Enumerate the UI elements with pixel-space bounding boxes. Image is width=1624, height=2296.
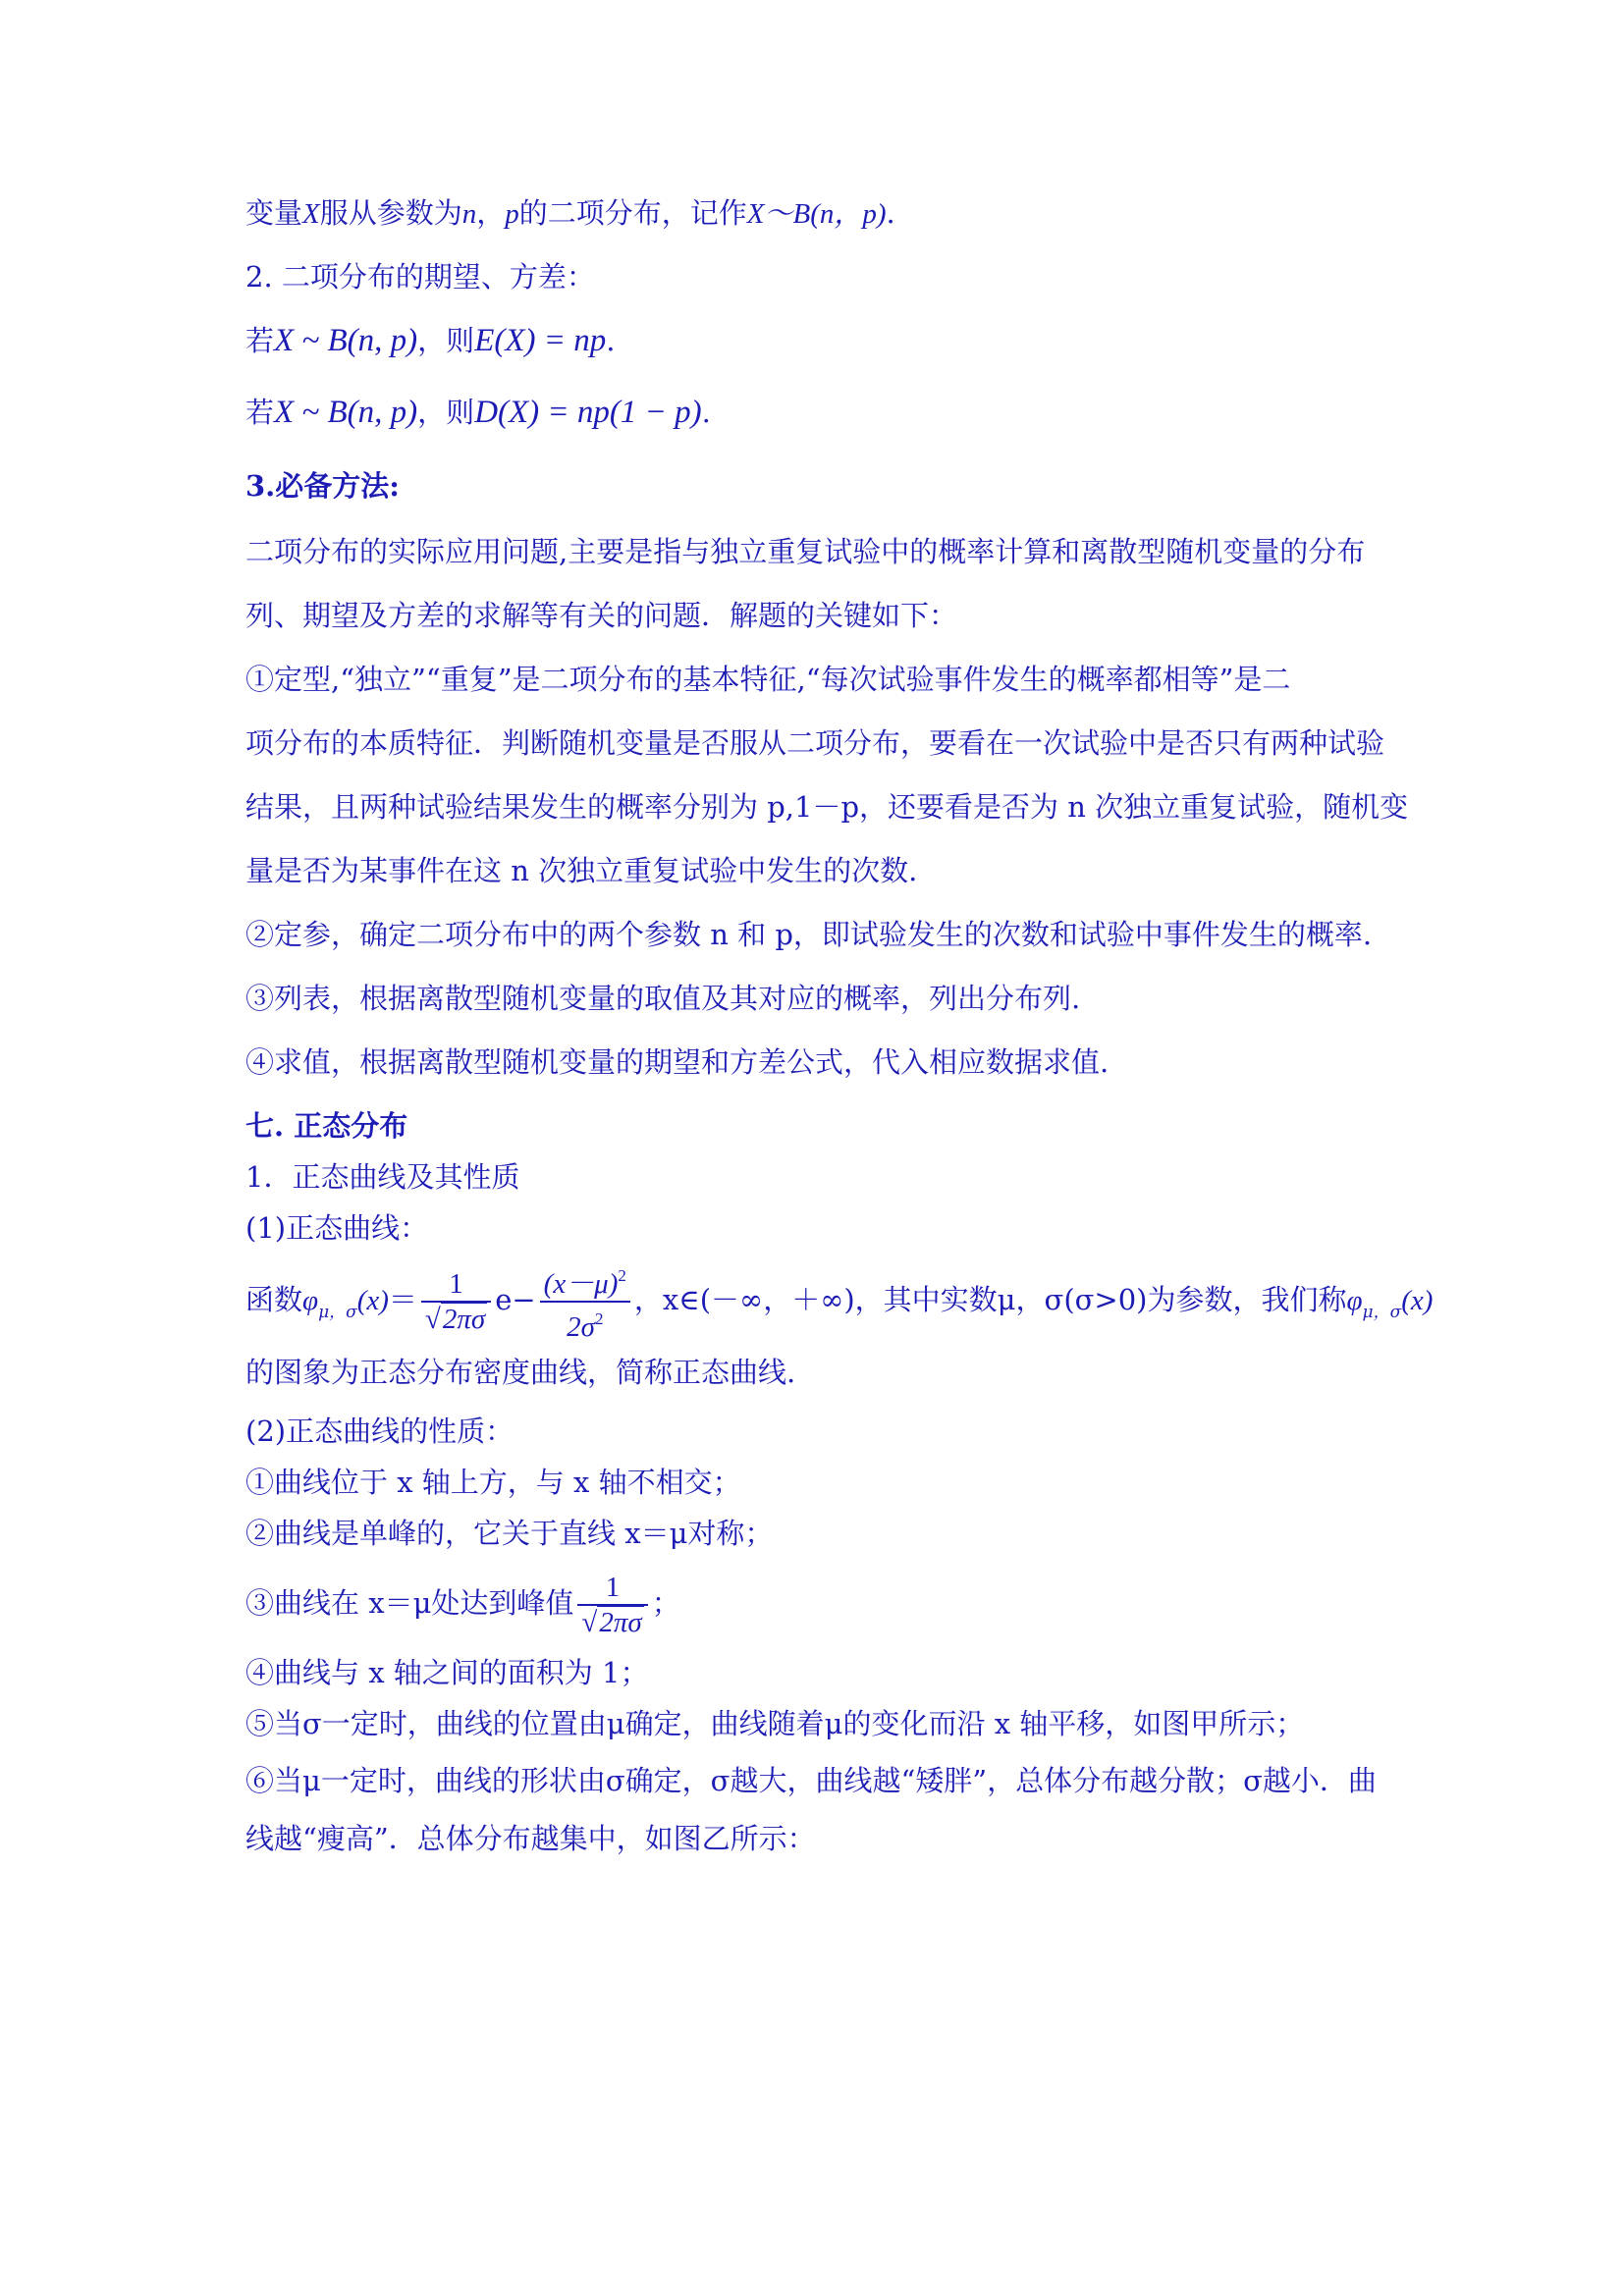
text: 若 [245, 396, 275, 429]
text: . [701, 396, 711, 429]
curve-title: (1)正态曲线： [245, 1211, 429, 1245]
peak-fraction [577, 1571, 647, 1639]
property-6: 线越“瘦高”．总体分布越集中，如图乙所示： [245, 1822, 816, 1855]
phi-symbol: φ [1346, 1285, 1363, 1316]
fraction-denominator: √2πσ [424, 1304, 486, 1335]
x-argument: (x) [356, 1285, 389, 1316]
fraction-exponent [540, 1259, 630, 1344]
var-p: p [505, 198, 519, 230]
step-1: 项分布的本质特征．判断随机变量是否服从二项分布，要看在一次试验中是否只有两种试验 [245, 726, 1385, 760]
phi-subscript: μ，σ [318, 1303, 357, 1322]
method-paragraph: 列、期望及方差的求解等有关的问题．解题的关键如下： [245, 599, 958, 632]
normal-density-formula [245, 1254, 1434, 1347]
expectation-formula [245, 309, 1389, 373]
text: ，x∈(－∞，＋∞)，其中实数μ，σ(σ>0)为参数，我们称 [633, 1283, 1347, 1316]
equals: ＝ [388, 1283, 417, 1316]
text: . [606, 324, 616, 357]
expectation-expression: E(X) = np [474, 323, 607, 358]
exponent-denominator-text: 2σ [567, 1311, 595, 1343]
text: ，则 [417, 324, 475, 357]
step-1: ①定型,“独立”“重复”是二项分布的基本特征,“每次试验事件发生的概率都相等”是二 [245, 663, 1291, 696]
step-1: 结果，且两种试验结果发生的概率分别为 p,1－p，还要看是否为 n 次独立重复试验，随机变 [245, 790, 1409, 824]
phi-symbol: φ [302, 1285, 319, 1316]
fraction-numerator: 1 [421, 1267, 491, 1303]
subsection-title: 1．正态曲线及其性质 [245, 1160, 520, 1194]
section-7-heading: 七. 正态分布 [245, 1109, 408, 1143]
fraction-coefficient [421, 1267, 491, 1336]
step-2: ②定参，确定二项分布中的两个参数 n 和 p，即试验发生的次数和试验中事件发生的概率. [245, 918, 1373, 951]
property-1: ①曲线位于 x 轴上方，与 x 轴不相交； [245, 1466, 741, 1499]
text: 函数 [245, 1283, 303, 1316]
sqrt-content: 2πσ [442, 1304, 486, 1335]
var-n: n [461, 198, 477, 230]
text: 的二项分布，记作 [518, 196, 747, 230]
text: . [886, 196, 895, 230]
property-3 [245, 1559, 1389, 1647]
property-6: ⑥当μ一定时，曲线的形状由σ确定，σ越大，曲线越“矮胖”，总体分布越分散；σ越小．曲 [245, 1764, 1377, 1797]
text: ③曲线在 x＝μ处达到峰值 [245, 1586, 574, 1620]
step-1: 量是否为某事件在这 n 次独立重复试验中发生的次数. [245, 854, 918, 887]
section-2-title: 2. 二项分布的期望、方差： [245, 260, 595, 294]
property-2: ②曲线是单峰的，它关于直线 x＝μ对称； [245, 1517, 774, 1550]
exp-base: e− [495, 1283, 536, 1316]
variance-formula [245, 373, 1389, 452]
property-4: ④曲线与 x 轴之间的面积为 1； [245, 1656, 649, 1689]
step-4: ④求值，根据离散型随机变量的期望和方差公式，代入相应数据求值. [245, 1045, 1110, 1079]
text: ， [476, 196, 506, 230]
method-heading: 3.必备方法: [245, 469, 400, 503]
exponent-denominator [540, 1303, 630, 1344]
method-paragraph: 二项分布的实际应用问题,主要是指与独立重复试验中的概率计算和离散型随机变量的分布 [245, 535, 1366, 568]
document-page [245, 182, 1434, 1864]
property-5: ⑤当σ一定时，曲线的位置由μ确定，曲线随着μ的变化而沿 x 轴平移，如图甲所示； [245, 1707, 1305, 1740]
text: ； [651, 1586, 680, 1620]
x-argument: (x) [1401, 1285, 1434, 1316]
text: 服从参数为 [319, 196, 462, 230]
props-title: (2)正态曲线的性质： [245, 1415, 514, 1448]
sqrt-content: 2πσ [599, 1607, 642, 1638]
phi-subscript: μ，σ [1362, 1303, 1402, 1322]
intro-line [245, 182, 1389, 245]
binomial-expression: X ~ B(n, p) [274, 395, 418, 430]
text: ，则 [417, 396, 475, 429]
exponent-numerator [540, 1259, 630, 1303]
exponent-numerator-text: (x－μ) [543, 1268, 619, 1300]
fraction-denominator: √2πσ [581, 1607, 642, 1638]
superscript: 2 [618, 1266, 626, 1285]
variance-expression: D(X) = np(1 − p) [474, 395, 702, 430]
superscript: 2 [594, 1309, 604, 1328]
text: 变量 [245, 196, 303, 230]
binomial-notation: X～B(n，p) [746, 198, 887, 230]
step-3: ③列表，根据离散型随机变量的取值及其对应的概率，列出分布列. [245, 982, 1081, 1015]
curve-definition: 的图象为正态分布密度曲线，简称正态曲线. [245, 1356, 796, 1389]
var-x: X [302, 198, 320, 230]
text: 若 [245, 324, 275, 357]
binomial-expression: X ~ B(n, p) [274, 323, 418, 358]
fraction-numerator: 1 [577, 1571, 647, 1606]
